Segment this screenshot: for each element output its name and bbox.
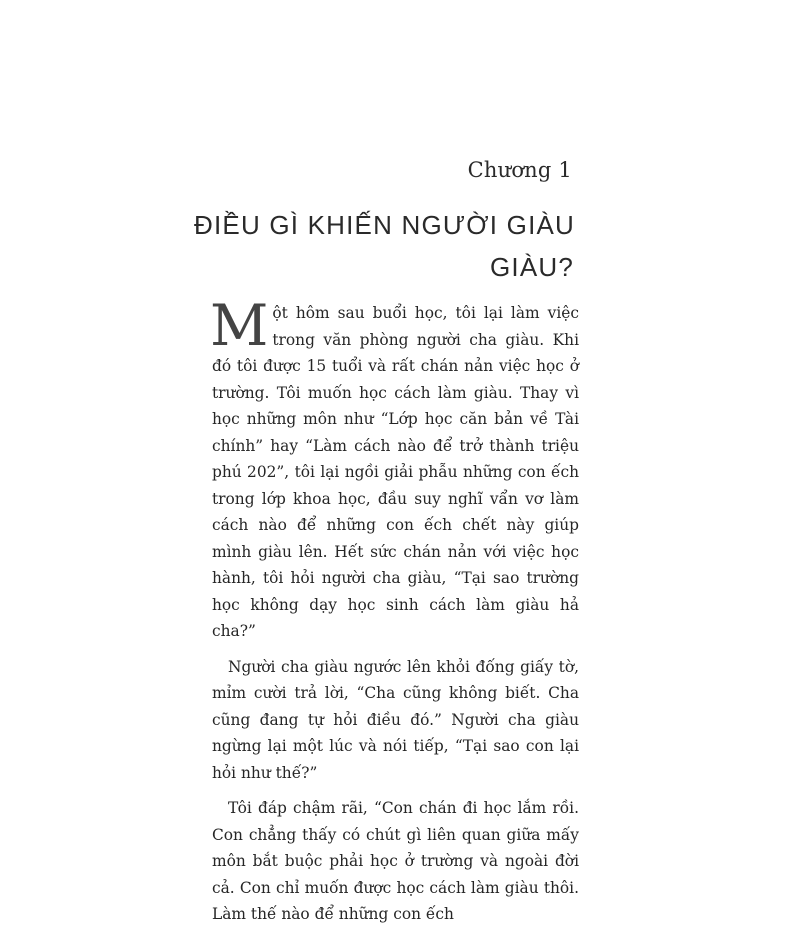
- chapter-title: [194, 204, 574, 288]
- paragraph-1-text: ột hôm sau buổi học, tôi lại làm việc trong văn phòng người cha giàu. Khi đó tôi được 15 tuổi và rất chán nản việc học ở trường. Tôi muốn học cách làm giàu. Thay vì học những môn như “Lớp học căn bản về Tài chính” hay “Làm cách nào để trở thành triệu phú 202”, tôi lại ngồi giải phẫu những con ếch trong lớp khoa học, đầu suy nghĩ vẩn vơ làm cách nào để những con ếch chết này giúp mình giàu lên. Hết sức chán nản với việc học hành, tôi hỏi người cha giàu, “Tại sao trường học không dạy học sinh cách làm giàu hả cha?”: [212, 304, 579, 640]
- paragraph-1: [210, 293, 579, 645]
- chapter-label: Chương 1: [467, 158, 572, 182]
- drop-cap: M: [210, 293, 269, 359]
- paragraph-3: Tôi đáp chậm rãi, “Con chán đi học lắm rồi. Con chẳng thấy có chút gì liên quan giữa mấy môn bắt buộc phải học ở trường và ngoài đời cả. Con chỉ muốn được học cách làm giàu thôi. Làm thế nào để những con ếch: [212, 799, 579, 923]
- chapter-title-line-2: GIÀU?: [489, 252, 574, 282]
- body-text: [210, 293, 579, 928]
- chapter-title-line-1: ĐIỀU GÌ KHIẾN NGƯỜI GIÀU: [194, 210, 576, 240]
- paragraph-2: Người cha giàu ngước lên khỏi đống giấy tờ, mỉm cười trả lời, “Cha cũng không biết. Cha cũng đang tự hỏi điều đó.” Người cha giàu ngừng lại một lúc và nói tiếp, “Tại sao con lại hỏi như thế?”: [212, 657, 579, 782]
